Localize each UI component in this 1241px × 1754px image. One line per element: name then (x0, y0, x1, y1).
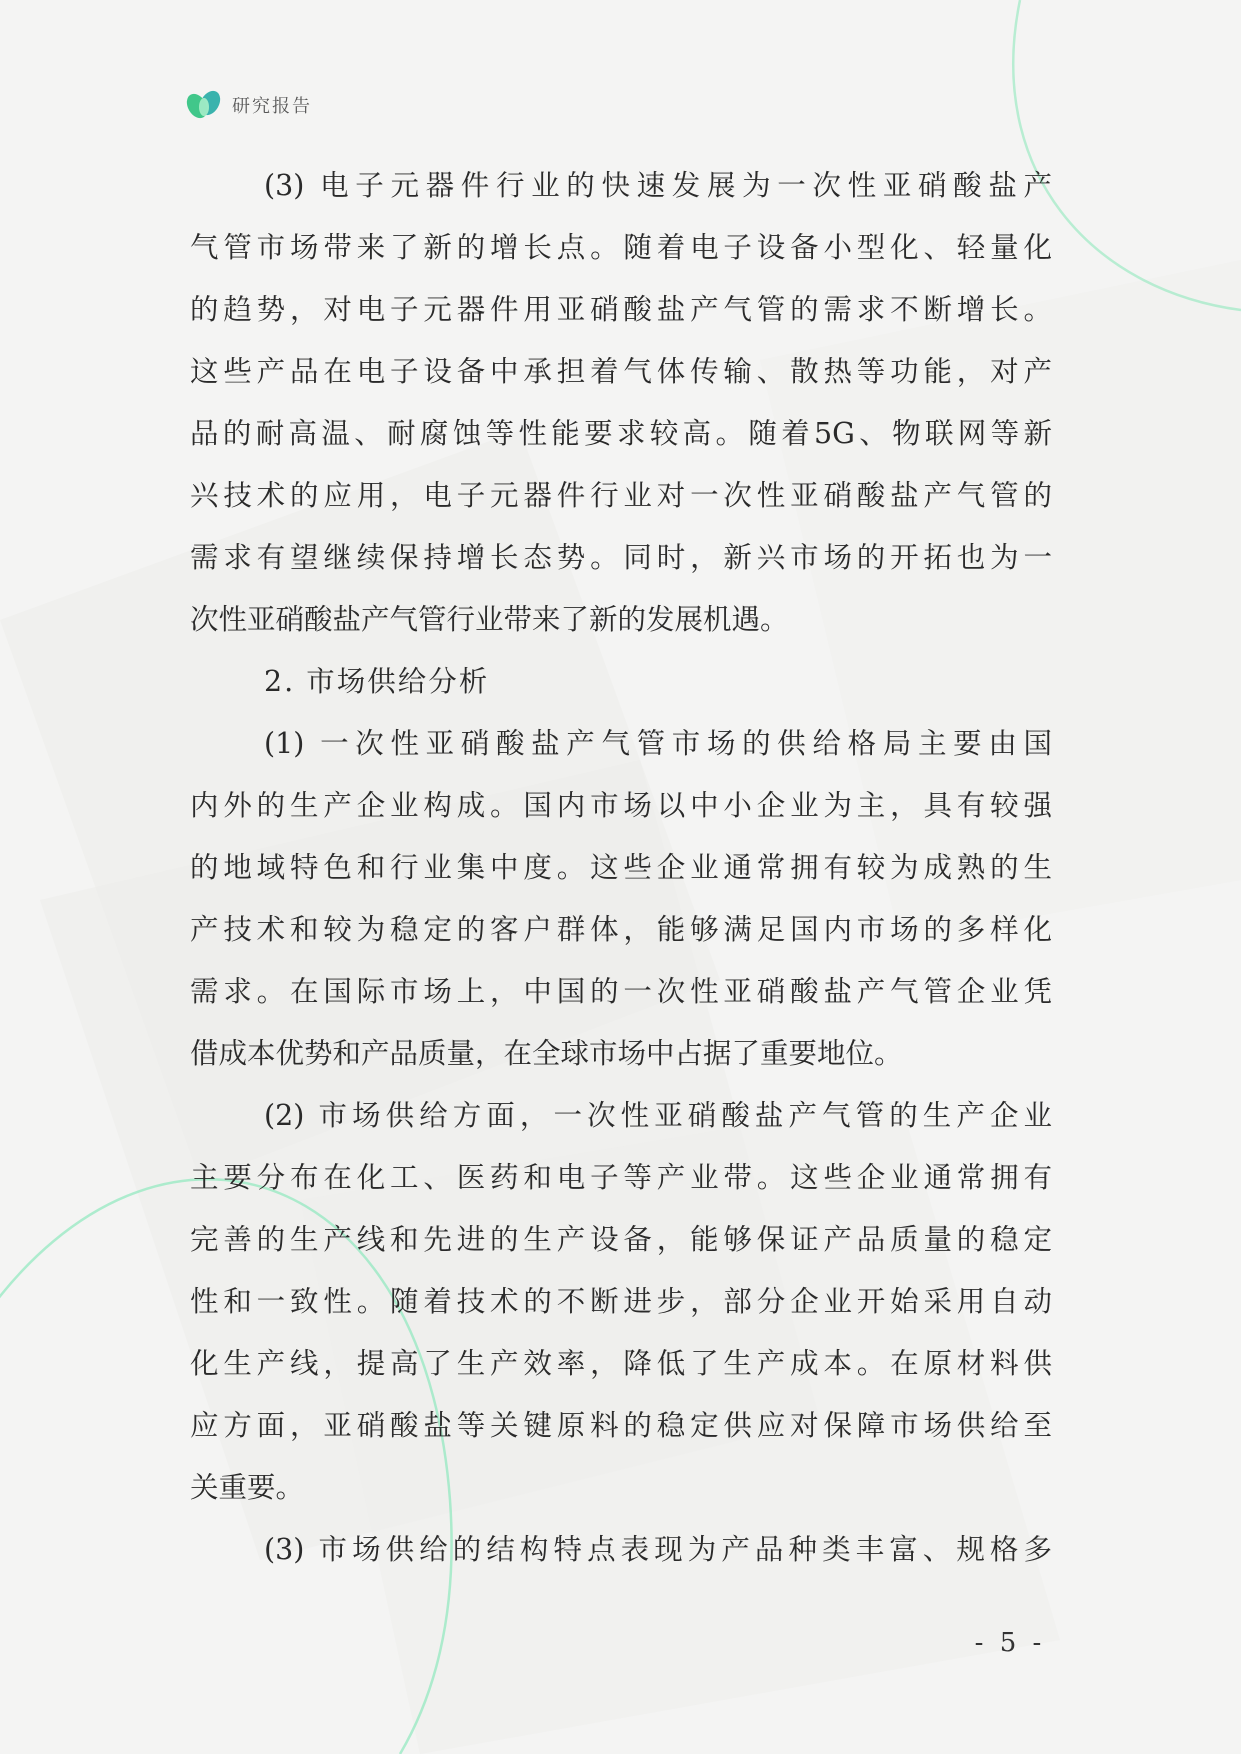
page-number: - 5 - (974, 1628, 1046, 1658)
paragraph-line: 次性亚硝酸盐产气管行业带来了新的发展机遇。 (190, 603, 789, 636)
paragraph-line: 关重要。 (190, 1471, 305, 1504)
paragraph-line: 内外的生产企业构成。国内市场以中小企业为主，具有较强 (190, 789, 1052, 822)
section-heading: 2. 市场供给分析 (264, 665, 490, 698)
paragraph-line: 性和一致性。随着技术的不断进步，部分企业开始采用自动 (190, 1285, 1052, 1318)
paragraph-line: (1) 一次性亚硝酸盐产气管市场的供给格局主要由国 (264, 727, 1052, 760)
paragraph-line: 需求有望继续保持增长态势。同时，新兴市场的开拓也为一 (190, 541, 1052, 574)
page-header (186, 88, 312, 122)
paragraph-line: (3) 电子元器件行业的快速发展为一次性亚硝酸盐产 (264, 169, 1052, 202)
paragraph-line: 化生产线，提高了生产效率，降低了生产成本。在原材料供 (190, 1347, 1052, 1380)
header-label: 研究报告 (232, 96, 312, 117)
paragraph-line: (2) 市场供给方面，一次性亚硝酸盐产气管的生产企业 (264, 1099, 1052, 1132)
paragraph-line: 气管市场带来了新的增长点。随着电子设备小型化、轻量化 (190, 231, 1052, 264)
paragraph-line: 产技术和较为稳定的客户群体，能够满足国内市场的多样化 (190, 913, 1052, 946)
paragraph-line: 应方面，亚硝酸盐等关键原料的稳定供应对保障市场供给至 (190, 1409, 1052, 1442)
paragraph-line: 的趋势，对电子元器件用亚硝酸盐产气管的需求不断增长。 (190, 293, 1052, 326)
paragraph-line: 品的耐高温、耐腐蚀等性能要求较高。随着5G、物联网等新 (190, 417, 1052, 450)
paragraph-line: (3) 市场供给的结构特点表现为产品种类丰富、规格多 (264, 1533, 1052, 1566)
paragraph-line: 这些产品在电子设备中承担着气体传输、散热等功能，对产 (190, 355, 1052, 388)
paragraph-line: 的地域特色和行业集中度。这些企业通常拥有较为成熟的生 (190, 851, 1052, 884)
paragraph-line: 需求。在国际市场上，中国的一次性亚硝酸盐产气管企业凭 (190, 975, 1052, 1008)
leaf-logo-icon (186, 89, 222, 121)
paragraph-line: 兴技术的应用，电子元器件行业对一次性亚硝酸盐产气管的 (190, 479, 1052, 512)
paragraph-line: 完善的生产线和先进的生产设备，能够保证产品质量的稳定 (190, 1223, 1052, 1256)
body-text (190, 155, 1052, 1581)
paragraph-line: 主要分布在化工、医药和电子等产业带。这些企业通常拥有 (190, 1161, 1052, 1194)
paragraph-line: 借成本优势和产品质量，在全球市场中占据了重要地位。 (190, 1037, 903, 1070)
